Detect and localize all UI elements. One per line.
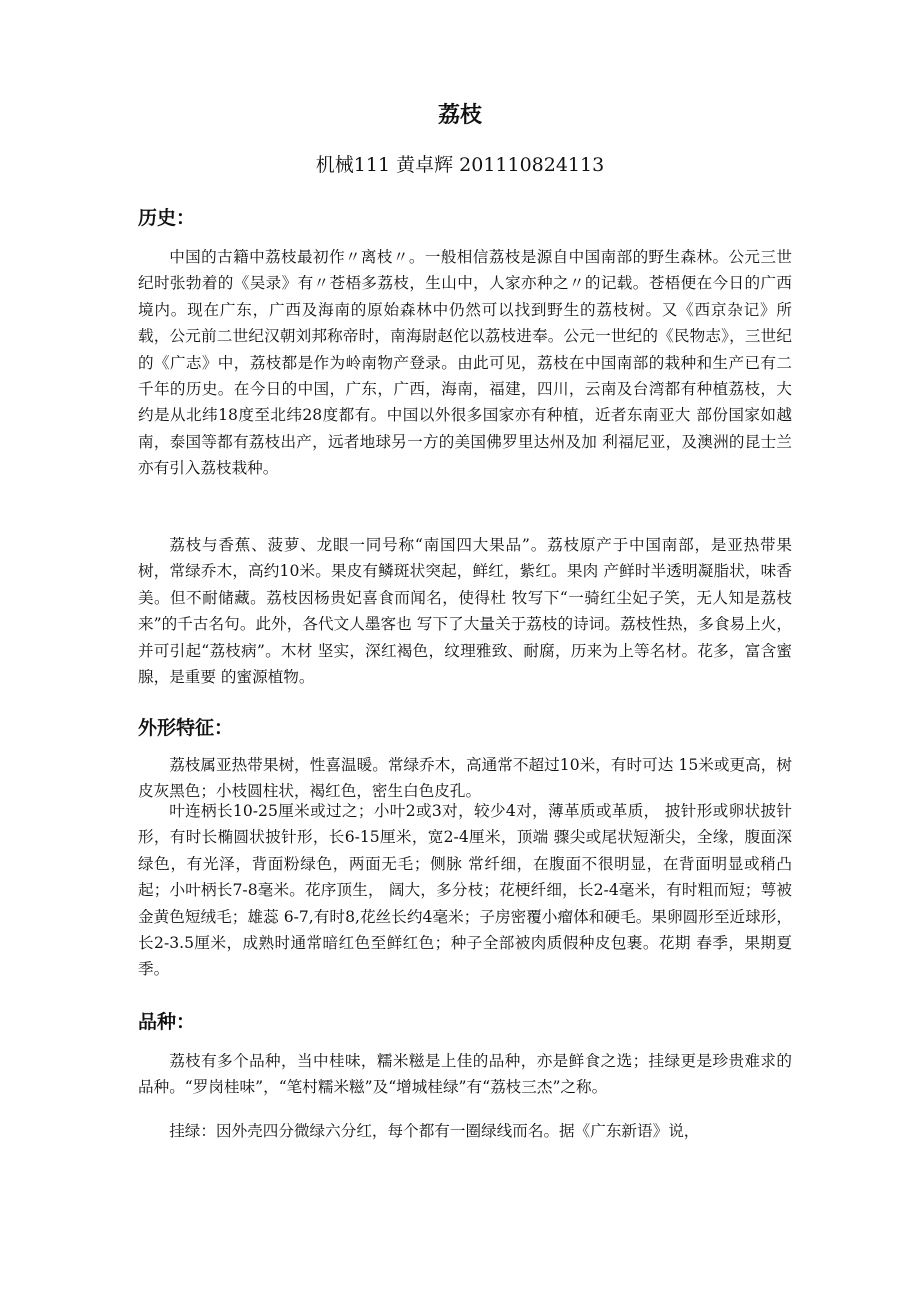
section-heading-history: 历史： (138, 207, 196, 229)
variety-paragraph-1: 荔枝有多个品种，当中桂味，糯米糍是上佳的品种，亦是鲜食之选；挂绿更是珍贵难求的品种。“罗岗桂味”，“笔村糯米糍”及“增城桂绿”有“荔枝三杰”之称。 (138, 1052, 792, 1097)
shape-paragraph-1: 荔枝属亚热带果树，性喜温暖。常绿乔木，高通常不超过10米，有时可达 15米或更高，树皮灰黑色；小枝圆柱状，褐红色，密生白色皮孔。 (138, 756, 792, 801)
section-heading-variety: 品种： (138, 1011, 196, 1033)
shape-paragraph-2: 叶连柄长10-25厘米或过之；小叶2或3对，较少4对，薄革质或革质， 披针形或卵状披针形，有时长椭圆状披针形，长6-15厘米，宽2-4厘米，顶端 骤尖或尾状短渐尖，全缘，腹面深绿色，有光泽，背面粉绿色，两面无毛；侧脉 常纤细，在腹面不很明显，在背面明显或稍凸起；小叶柄长7-8毫米。花序顶生， 阔大，多分枝；花梗纤细，长2-4毫米，有时粗而短；萼被金黄色短绒毛；雄蕊 6-7,有时8,花丝长约4毫米；子房密覆小瘤体和硬毛。果卵圆形至近球形， 长2-3.5厘米，成熟时通常暗红色至鲜红色；种子全部被肉质假种皮包裹。花期 春季，果期夏季。 (138, 802, 792, 979)
history-paragraph-1: 中国的古籍中荔枝最初作〃离枝〃。一般相信荔枝是源自中国南部的野生森林。公元三世纪时张勃着的《吴录》有〃苍梧多荔枝，生山中，人家亦种之〃的记载。苍梧便在今日的广西境内。现在广东，广西及海南的原始森林中仍然可以找到野生的荔枝树。又《西京杂记》所载，公元前二世纪汉朝刘邦称帝时，南海尉赵佗以荔枝进奉。公元一世纪的《民物志》，三世纪的《广志》中，荔枝都是作为岭南物产登录。由此可见，荔枝在中国南部的栽种和生产已有二千年的历史。在今日的中国，广东，广西，海南，福建，四川，云南及台湾都有种植荔枝，大约是从北纬18度至北纬28度都有。中国以外很多国家亦有种植，近者东南亚大 部份国家如越南，泰国等都有荔枝出产，远者地球另一方的美国佛罗里达州及加 利福尼亚，及澳洲的昆士兰亦有引入荔枝栽种。 (138, 248, 792, 478)
author-line: 机械111 黄卓辉 201110824113 (315, 154, 605, 176)
section-heading-shape: 外形特征： (138, 717, 234, 739)
variety-paragraph-2: 挂绿：因外壳四分微绿六分红，每个都有一圈绿线而名。据《广东新语》说， (169, 1122, 700, 1140)
document-title: 荔枝 (437, 103, 482, 128)
history-paragraph-2: 荔枝与香蕉、菠萝、龙眼一同号称“南国四大果品”。荔枝原产于中国南部，是亚热带果树，常绿乔木，高约10米。果皮有鳞斑状突起，鲜红，紫红。果肉 产鲜时半透明凝脂状，味香美。但不耐储藏。荔枝因杨贵妃喜食而闻名，使得杜 牧写下“一骑红尘妃子笑，无人知是荔枝来”的千古名句。此外，各代文人墨客也 写下了大量关于荔枝的诗词。荔枝性热，多食易上火，并可引起“荔枝病”。木材 坚实，深红褐色，纹理雅致、耐腐，历来为上等名材。花多，富含蜜腺，是重要 的蜜源植物。 (138, 536, 792, 687)
